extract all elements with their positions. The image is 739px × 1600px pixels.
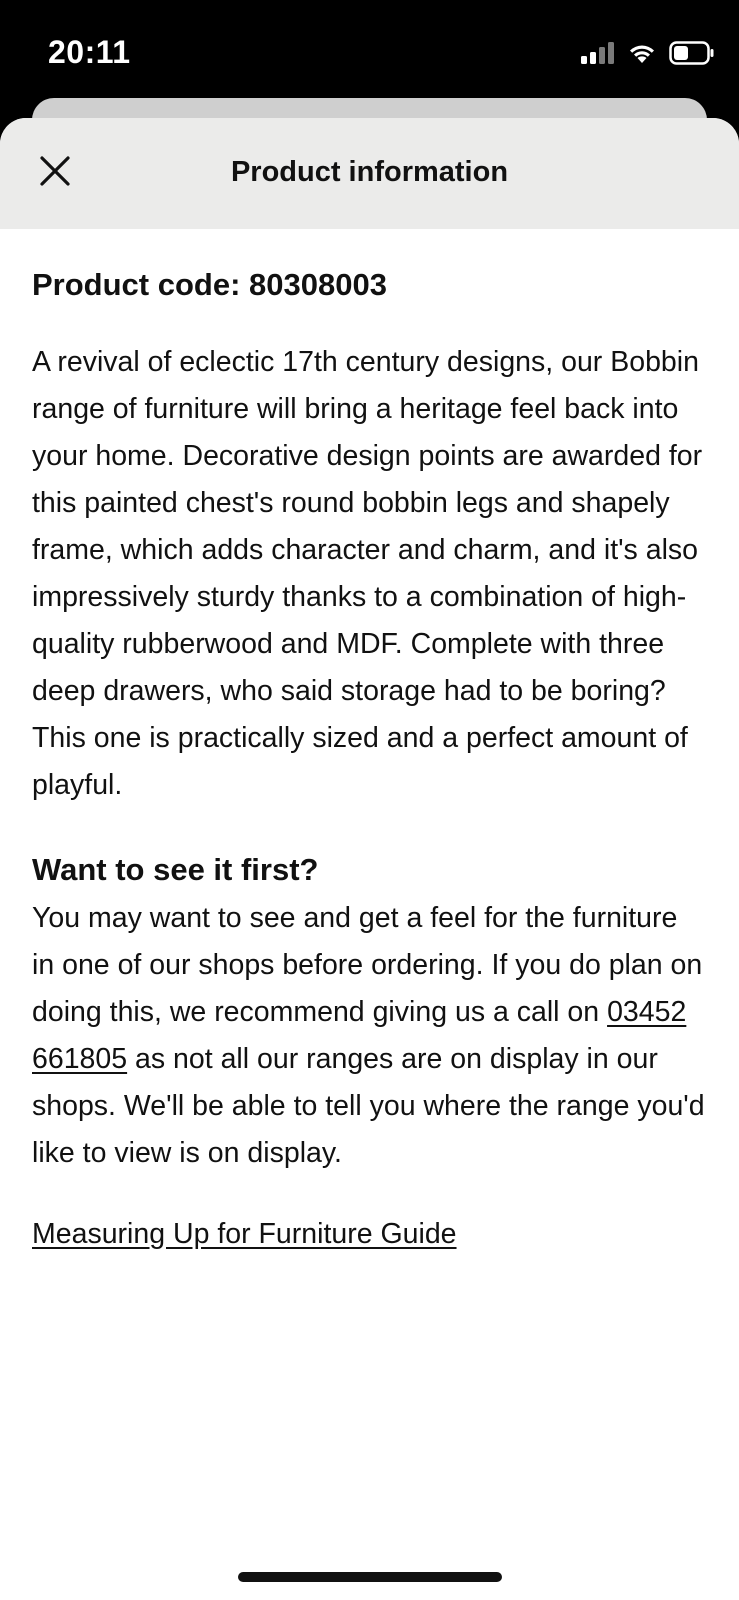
status-icons	[581, 40, 715, 70]
sheet-header	[0, 118, 739, 229]
see-it-first-text	[32, 895, 707, 1177]
wifi-icon	[627, 42, 657, 69]
status-time: 20:11	[48, 34, 131, 70]
product-code: Product code: 80308003	[32, 267, 387, 302]
product-content	[0, 229, 739, 1258]
see-it-first-text-before: You may want to see and get a feel for the furniture in one of our shops before ordering. If you do plan on doing this, we recommend giving us a call on	[32, 902, 703, 1028]
measuring-guide-link[interactable]: Measuring Up for Furniture Guide	[32, 1218, 457, 1250]
home-indicator	[238, 1572, 502, 1582]
product-information-sheet	[0, 118, 739, 1600]
phone-number-link[interactable]: 03452 661805	[32, 996, 687, 1075]
product-description: A revival of eclectic 17th century designs, our Bobbin range of furniture will bring a heritage feel back into your home. Decorative design points are awarded for this painted chest's round bobbin legs and shapely frame, which adds character and charm, and it's also impressively sturdy thanks to a combination of high-quality rubberwood and MDF. Complete with three deep drawers, who said storage had to be boring? This one is practically sized and a perfect amount of playful.	[32, 346, 703, 801]
see-it-first-heading: Want to see it first?	[32, 852, 319, 887]
battery-icon	[669, 41, 715, 70]
sheet-title: Product information	[230, 156, 509, 188]
signal-icon	[581, 42, 615, 69]
status-bar	[0, 0, 739, 100]
see-it-first-text-after: as not all our ranges are on display in our shops. We'll be able to tell you where the range you'd like to view is on display.	[32, 1043, 705, 1169]
